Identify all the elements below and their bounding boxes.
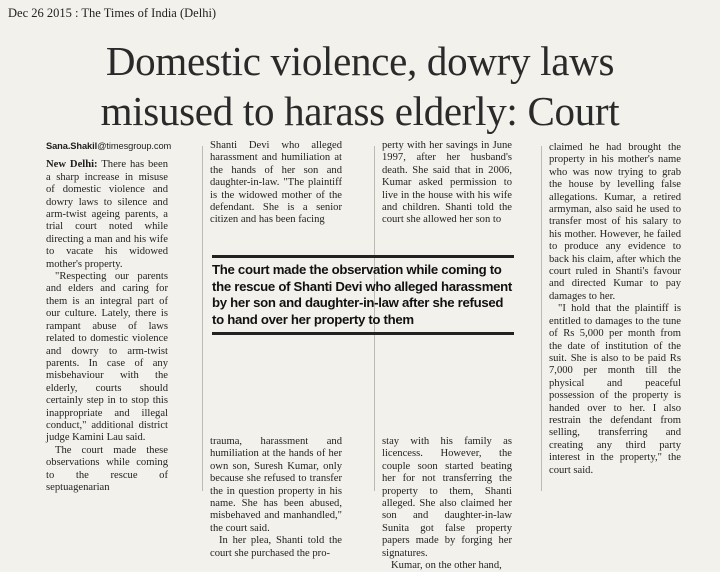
paragraph-text: There has been a sharp increase in misuse of domestic violence and dowry laws to silence and arm-twist ageing parents, a trial court noted while directing a man and his wife to vacate his widowed mother's property.: [46, 159, 168, 270]
column-divider: [541, 146, 542, 491]
article-column-2: [210, 140, 342, 559]
article-column-4: [549, 142, 681, 477]
column-2-upper: [210, 140, 342, 242]
paragraph: The court made these observations while coming to the rescue of septuagenarian: [46, 444, 168, 493]
pull-quote: The court made the observation while coming to the rescue of Shanti Devi who alleged harassment by her son and daughter-in-law after she refused to hand over her property to them: [212, 255, 514, 335]
paragraph: claimed he had brought the property in his mother's name who was now trying to grab the house by levelling false allegations. Kumar, a retired armyman, also said he used to transfer most of his salary to his mother. However, he failed to produce any evidence to back his claim, after which the court ruled in Shanti's favour and directed Kumar to pay damages to her.: [549, 142, 681, 302]
paragraph: perty with her savings in June 1997, after her husband's death. She said that in 2006, Kumar asked permission to live in the house with his wife and children. Shanti told the court she allowed her son to: [382, 140, 512, 226]
byline-name: Sana.Shakil: [46, 141, 98, 151]
column-3-upper: [382, 140, 512, 242]
paragraph: "Respecting our parents and elders and caring for them is an integral part of our culture. Lately, there is rampant abuse of laws related to domestic violence and dowry to arm-twist parents. In case of any misbehaviour with the elderly, courts should certainly step in to stop this inappropriate and illegal conduct," additional district judge Kamini Lau said.: [46, 271, 168, 444]
column-3-lower: [382, 436, 512, 572]
paragraph: trauma, harassment and humiliation at the hands of her own son, Suresh Kumar, only because she refused to transfer the in question property in his name. She has been abused, misbehaved and manhandled," the court said.: [210, 436, 342, 534]
lead-dateline: New Delhi:: [46, 159, 98, 171]
paragraph: Shanti Devi who alleged harassment and humiliation at the hands of her son and daughter-in-law. "The plaintiff is the widowed mother of the defendant. She is a senior citizen and has been facing: [210, 140, 342, 226]
byline-domain: @timesgroup.com: [97, 141, 172, 151]
headline-line-1: Domestic violence, dowry laws: [105, 38, 615, 84]
article-column-3: [382, 140, 512, 572]
dateline: Dec 26 2015 : The Times of India (Delhi): [8, 6, 217, 20]
column-2-lower: [210, 436, 342, 560]
paragraph: [46, 159, 168, 271]
headline-line-2: misused to harass elderly: Court: [100, 88, 620, 134]
article-column-1: [46, 140, 172, 494]
paragraph: Kumar, on the other hand,: [391, 560, 502, 572]
column-divider: [202, 146, 203, 491]
paragraph: In her plea, Shanti told the court she purchased the pro-: [210, 535, 342, 559]
byline: [46, 140, 172, 152]
paragraph: stay with his family as licencess. However, the couple soon started beating her for not transferring the property to them, Shanti alleged. She also claimed her son and daughter-in-law Sunita got false property papers made by forging her signatures.: [382, 436, 512, 559]
paragraph: "I hold that the plaintiff is entitled to damages to the tune of Rs 5,000 per month from the date of institution of the suit. She is also to be paid Rs 7,000 per month till the physical and peaceful possession of the property is handed over to her. I also restrain the defendant from selling, transferring and creating any third party interest in the property," the court said.: [549, 303, 681, 476]
